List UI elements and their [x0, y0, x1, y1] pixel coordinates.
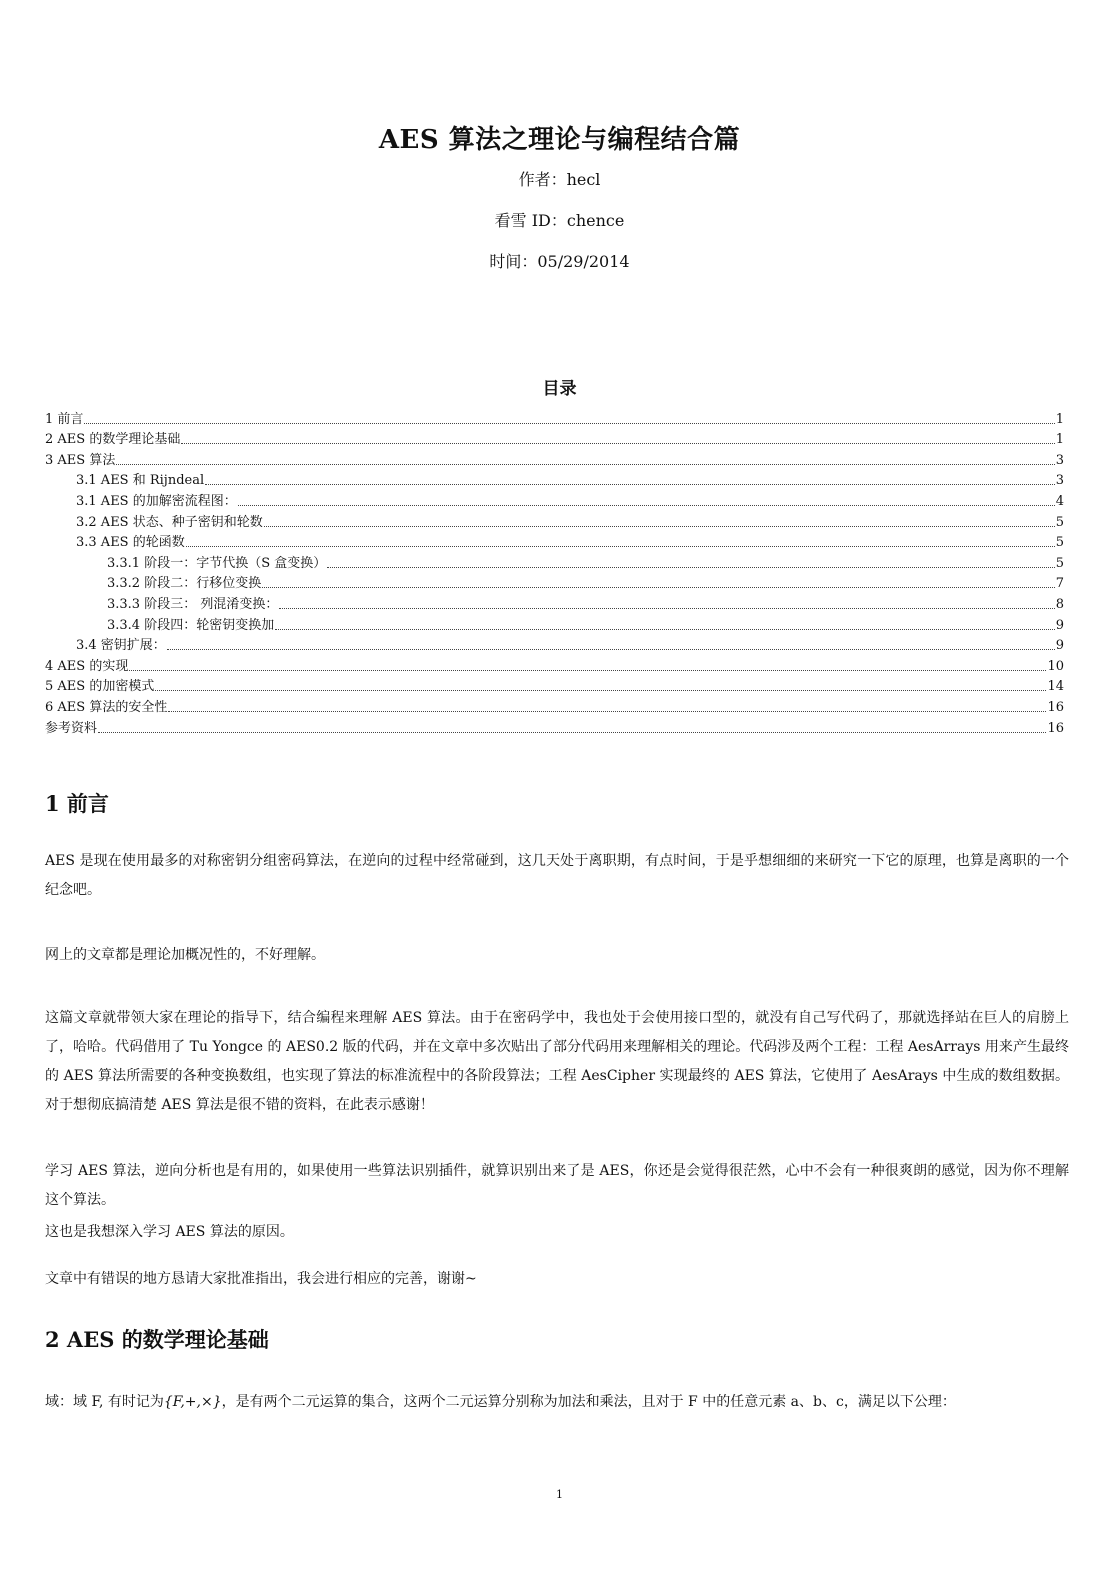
toc-entry[interactable]	[45, 654, 1064, 675]
toc-entry[interactable]	[45, 448, 1064, 469]
toc-dot-leader	[205, 484, 1055, 485]
toc-entry-page: 16	[1047, 720, 1064, 736]
toc-entry[interactable]	[45, 407, 1064, 428]
toc-entry-title: 3.3.1 阶段一：字节代换（S 盒变换）	[107, 555, 327, 571]
toc-dot-leader	[129, 670, 1046, 671]
section-2-heading: 2 AES 的数学理论基础	[45, 1327, 269, 1352]
toc-dot-leader	[327, 567, 1054, 568]
toc-entry[interactable]	[45, 531, 1064, 552]
date-line: 时间：05/29/2014	[489, 252, 630, 271]
toc-entry[interactable]	[45, 675, 1064, 696]
section-2-paragraph-1	[45, 1392, 956, 1412]
toc-entry[interactable]	[45, 572, 1064, 593]
toc-dot-leader	[167, 649, 1055, 650]
toc-entry-page: 7	[1055, 576, 1064, 592]
toc-entry[interactable]	[45, 510, 1064, 531]
section-1-paragraph-3: 这篇文章就带领大家在理论的指导下，结合编程来理解 AES 算法。由于在密码学中，我也处于会使用接口型的，就没有自己写代码了，那就选择站在巨人的肩膀上了，哈哈。代码借用了 Tu Yongce 的 AES0.2 版的代码，并在文章中多次贴出了部分代码用来理解相关的理论。代码涉及两个工程：工程 AesArrays 用来产生最终的 AES 算法所需要的各种变换数组，也实现了算法的标准流程中的各阶段算法；工程 AesCipher 实现最终的 AES 算法，它使用了 AesArays 中生成的数组数据。对于想彻底搞清楚 AES 算法是很不错的资料，在此表示感谢！	[45, 1010, 1069, 1113]
toc-entry-title: 6 AES 算法的安全性	[45, 699, 168, 715]
document-title: AES 算法之理论与编程结合篇	[378, 125, 741, 155]
toc-entry-title: 1 前言	[45, 411, 84, 427]
section-1-heading: 1 前言	[45, 791, 109, 816]
toc-entry[interactable]	[45, 469, 1064, 490]
toc-entry-page: 5	[1055, 555, 1064, 571]
toc-entry-page: 10	[1047, 658, 1064, 674]
toc-dot-leader	[238, 505, 1055, 506]
toc-entry-title: 3.3 AES 的轮函数	[76, 535, 185, 551]
toc-entry[interactable]	[45, 695, 1064, 716]
toc-entry[interactable]	[45, 551, 1064, 572]
toc-entry[interactable]	[45, 634, 1064, 655]
toc-entry-title: 3 AES 算法	[45, 452, 116, 468]
toc-dot-leader	[98, 732, 1046, 733]
toc-entry-page: 9	[1055, 617, 1064, 633]
toc-entry-title: 4 AES 的实现	[45, 658, 129, 674]
toc-entry-page: 1	[1055, 432, 1064, 448]
toc-entry-page: 1	[1055, 411, 1064, 427]
toc-entry-page: 5	[1055, 514, 1064, 530]
toc-entry-title: 5 AES 的加密模式	[45, 679, 155, 695]
field-definition-suffix: ，是有两个二元运算的集合，这两个二元运算分别称为加法和乘法，且对于 F 中的任意元素 a、b、c，满足以下公理：	[221, 1394, 956, 1410]
page-number: 1	[556, 1488, 563, 1501]
toc-heading: 目录	[542, 379, 577, 399]
toc-dot-leader	[262, 587, 1055, 588]
field-notation-formula: {F,+,×}	[163, 1394, 222, 1410]
toc-entry-title: 3.1 AES 和 Rijndeal	[76, 473, 205, 489]
toc-dot-leader	[264, 526, 1055, 527]
toc-entry-page: 14	[1047, 679, 1064, 695]
toc-entry[interactable]	[45, 428, 1064, 449]
toc-dot-leader	[84, 423, 1054, 424]
section-1-paragraph-4: 学习 AES 算法，逆向分析也是有用的，如果使用一些算法识别插件，就算识别出来了是 AES，你还是会觉得很茫然，心中不会有一种很爽朗的感觉，因为你不理解这个算法。	[45, 1163, 1069, 1208]
toc-entry-title: 3.3.4 阶段四：轮密钥变换加	[107, 617, 275, 633]
toc-dot-leader	[186, 546, 1055, 547]
section-1-paragraph-1: AES 是现在使用最多的对称密钥分组密码算法，在逆向的过程中经常碰到，这几天处于离职期，有点时间，于是乎想细细的来研究一下它的原理，也算是离职的一个纪念吧。	[45, 853, 1069, 898]
toc-entry-title: 3.2 AES 状态、种子密钥和轮数	[76, 514, 263, 530]
toc-entry-title: 3.1 AES 的加解密流程图：	[76, 493, 237, 509]
toc-dot-leader	[181, 443, 1054, 444]
toc-entry-title: 2 AES 的数学理论基础	[45, 432, 181, 448]
toc-dot-leader	[155, 690, 1046, 691]
toc-entry-page: 8	[1055, 596, 1064, 612]
toc-entry-page: 9	[1055, 638, 1064, 654]
toc-entry[interactable]	[45, 592, 1064, 613]
toc-dot-leader	[275, 629, 1055, 630]
toc-dot-leader	[279, 608, 1054, 609]
toc-entry-title: 参考资料	[45, 720, 98, 736]
toc-entry-page: 16	[1047, 699, 1064, 715]
toc-entry-page: 5	[1055, 535, 1064, 551]
field-definition-prefix: 域：域 F, 有时记为	[45, 1394, 164, 1410]
toc-entry-title: 3.4 密钥扩展：	[76, 638, 166, 654]
toc-entry-page: 4	[1055, 493, 1064, 509]
toc-dot-leader	[168, 711, 1046, 712]
toc-entry[interactable]	[45, 716, 1064, 737]
author-line: 作者：hecl	[518, 170, 601, 189]
toc-entry[interactable]	[45, 613, 1064, 634]
toc-entry-page: 3	[1055, 473, 1064, 489]
toc-entry[interactable]	[45, 489, 1064, 510]
kanxue-id-line: 看雪 ID：chence	[494, 211, 625, 230]
toc-entry-title: 3.3.2 阶段二：行移位变换	[107, 576, 262, 592]
toc-entry-title: 3.3.3 阶段三： 列混淆变换：	[107, 596, 279, 612]
section-1-paragraph-2: 网上的文章都是理论加概况性的，不好理解。	[45, 947, 325, 963]
toc-dot-leader	[116, 464, 1054, 465]
toc-entry-page: 3	[1055, 452, 1064, 468]
table-of-contents	[45, 407, 1064, 737]
section-1-paragraph-6: 文章中有错误的地方恳请大家批准指出，我会进行相应的完善，谢谢~	[45, 1271, 477, 1287]
section-1-paragraph-5: 这也是我想深入学习 AES 算法的原因。	[45, 1224, 294, 1240]
